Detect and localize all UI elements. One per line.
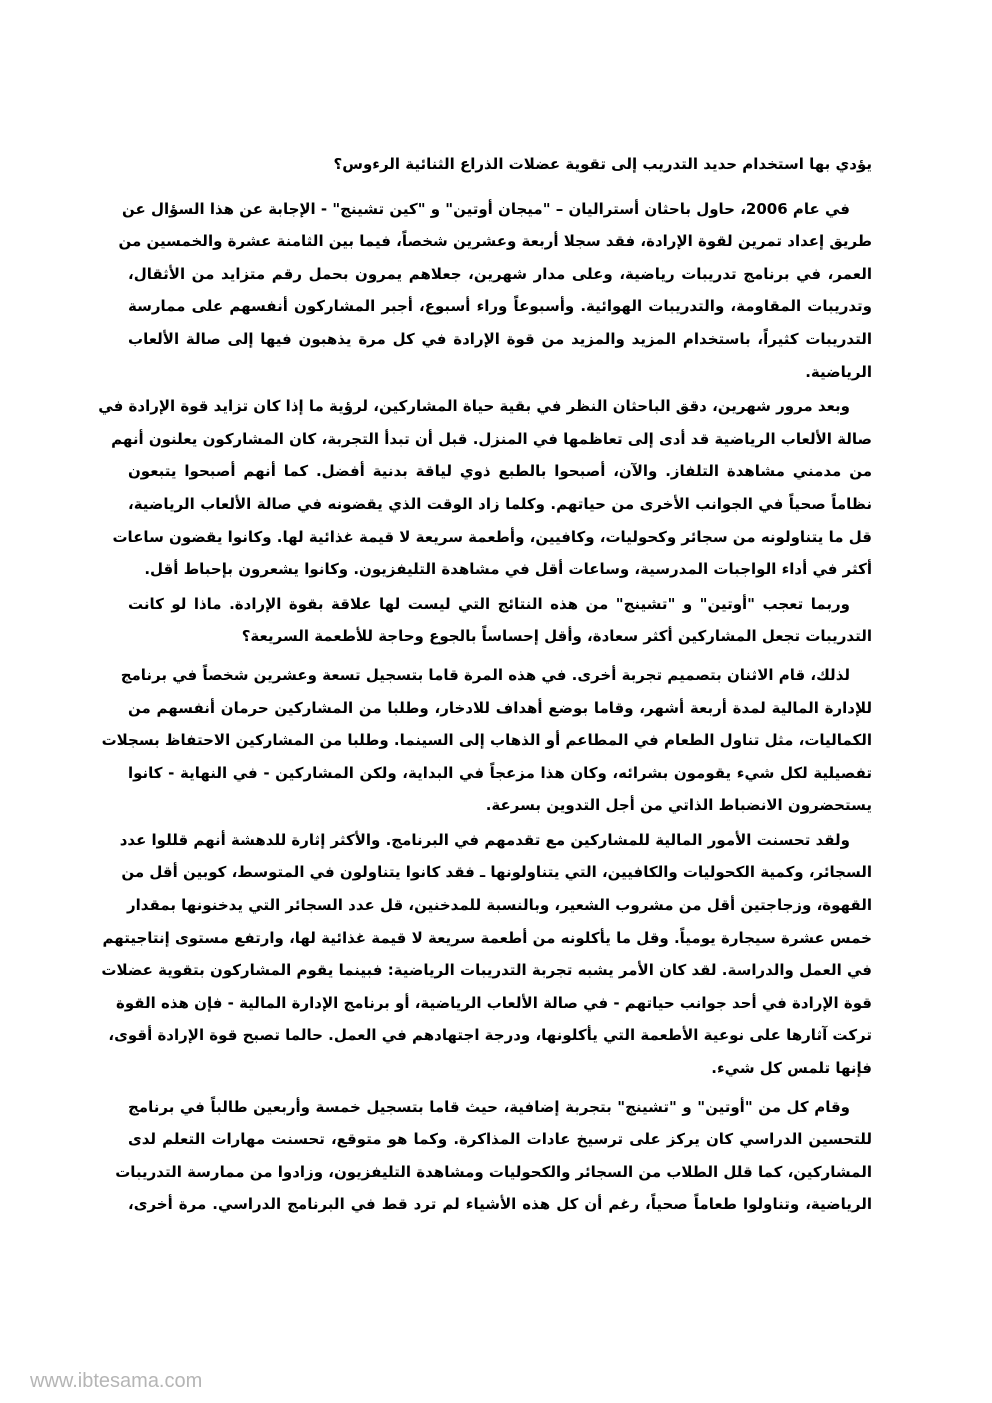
document-page: [98, 148, 872, 1221]
text-line: خمس عشرة سيجارة يومياً. وقل ما يأكلونه من أطعمة سريعة لا قيمة غذائية لها، وارتفع مستوى إنتاجيتهم: [102, 928, 872, 947]
text-line: فإنها تلمس كل شيء.: [711, 1059, 872, 1078]
text-line: صالة الألعاب الرياضية قد أدى إلى تعاظمها في المنزل. قبل أن تبدأ التجربة، كان المشاركون يعلنون أنهم: [111, 429, 872, 448]
text-line: لذلك، قام الاثنان بتصميم تجربة أخرى. في هذه المرة قاما بتسجيل تسعة وعشرين شخصاً في برنامج: [120, 665, 850, 684]
text-line: وقام كل من "أوتين" و "تشينج" بتجربة إضافية، حيث قاما بتسجيل خمسة وأربعين طالباً في برنامج: [128, 1097, 850, 1116]
paragraph: [101, 659, 872, 822]
paragraph: [98, 390, 872, 586]
text-line: وتدريبات المقاومة، والتدريبات الهوائية. وأسبوعاً وراء أسبوع، أجبر المشاركون أنفسهم على ممارسة: [128, 297, 872, 316]
text-line: الرياضية، وتناولوا طعاماً صحياً، رغم أن كل هذه الأشياء لم ترد قط في البرنامج الدراسي. مرة أخرى،: [128, 1195, 872, 1214]
text-line: قوة الإرادة في أحد جوانب حياتهم - في صالة الألعاب الرياضية، أو برنامج الإدارة المالية - فإن هذه القوة: [115, 993, 872, 1012]
title-line: يؤدي بها استخدام حديد التدريب إلى تقوية عضلات الذراع الثنائية الرءوس؟: [333, 155, 872, 173]
text-line: تفصيلية لكل شيء يقومون بشرائه، وكان هذا مزعجاً في البداية، ولكن المشاركين - في النهاية - كانوا: [128, 763, 872, 782]
text-line: وربما تعجب "أوتين" و "تشينج" من هذه النتائج التي ليست لها علاقة بقوة الإرادة. ماذا لو كانت: [128, 594, 850, 613]
text-line: أكثر في أداء الواجبات المدرسية، وساعات أقل في مشاهدة التليفزيون. وكانوا يشعرون بإحباط أقل.: [144, 560, 872, 579]
text-line: ولقد تحسنت الأمور المالية للمشاركين مع تقدمهم في البرنامج. والأكثر إثارة للدهشة أنهم قللوا عدد: [119, 830, 850, 849]
text-line: الرياضية.: [805, 362, 872, 381]
text-line: القهوة، وزجاجتين أقل من مشروب الشعير، وبالنسبة للمدخنين، قل عدد السجائر التي يدخنونها بمقدار: [127, 896, 872, 915]
text-line: التدريبات تجعل المشاركين أكثر سعادة، وأقل إحساساً بالجوع وحاجة للأطعمة السريعة؟: [241, 627, 872, 646]
paragraph: [101, 824, 872, 1085]
text-line: وبعد مرور شهرين، دقق الباحثان النظر في بقية حياة المشاركين، لرؤية ما إذا كان تزايد قوة الإرادة في: [98, 397, 850, 416]
text-line: العمر، في برنامج تدريبات رياضية، وعلى مدار شهرين، جعلاهم يمرون بحمل رقم متزايد من الأثقال،: [128, 264, 872, 283]
text-line: قل ما يتناولونه من سجائر وكحوليات، وكافيين، وأطعمة سريعة لا قيمة غذائية لها. وكانوا يقضون ساعات: [112, 527, 872, 546]
text-line: في العمل والدراسة. لقد كان الأمر يشبه تجربة التدريبات الرياضية: فبينما يقوم المشاركون بتقوية عضلات: [101, 961, 872, 980]
text-line: في عام 2006، حاول باحثان أستراليان – "ميجان أوتين" و "كين تشينج" - الإجابة عن هذا السؤال عن: [122, 199, 850, 218]
text-line: يستحضرون الانضباط الذاتي من أجل التدوين بسرعة.: [485, 796, 872, 815]
text-line: طريق إعداد تمرين لقوة الإرادة، فقد سجلا أربعة وعشرين شخصاً، فيما بين الثامنة عشرة والخمسين من: [118, 232, 872, 251]
paragraph: [115, 1091, 872, 1221]
text-line: الكماليات، مثل تناول الطعام في المطاعم أو الذهاب إلى السينما. وطلبا من المشاركين الاحتفاظ بسجلات: [101, 731, 872, 750]
text-line: السجائر، وكمية الكحوليات والكافيين، التي يتناولونها ـ فقد كانوا يتناولون في المتوسط، كوبين أقل من: [121, 863, 872, 882]
text-line: نظاماً صحياً في الجوانب الأخرى من حياتهم. وكلما زاد الوقت الذي يقضونه في صالة الألعاب الرياضية،: [128, 494, 872, 513]
text-line: المشاركين، كما قلل الطلاب من السجائر والكحوليات ومشاهدة التليفزيون، وزادوا من ممارسة التدريبات: [115, 1162, 872, 1181]
text-line: من مدمني مشاهدة التلفاز. والآن، أصبحوا بالطبع ذوي لياقة بدنية أفضل. كما أنهم أصبحوا يتبعون: [128, 462, 872, 481]
paragraph: [128, 588, 872, 653]
text-line: للتحسين الدراسي كان يركز على ترسيخ عادات المذاكرة. وكما هو متوقع، تحسنت مهارات التعلم لدى: [128, 1130, 872, 1149]
text-line: للإدارة المالية لمدة أربعة أشهر، وقاما بوضع أهداف للادخار، وطلبا من المشاركين حرمان أنفسهم من: [128, 698, 872, 717]
text-line: التدريبات كثيراً، باستخدام المزيد والمزيد من قوة الإرادة في كل مرة يذهبون فيها إلى صالة الألعاب: [128, 329, 872, 348]
paragraph: [118, 193, 872, 389]
text-line: تركت آثارها على نوعية الأطعمة التي يأكلونها، ودرجة اجتهادهم في العمل. حالما تصبح قوة الإرادة أقوى،: [108, 1026, 872, 1045]
watermark: www.ibtesama.com: [30, 1370, 203, 1392]
